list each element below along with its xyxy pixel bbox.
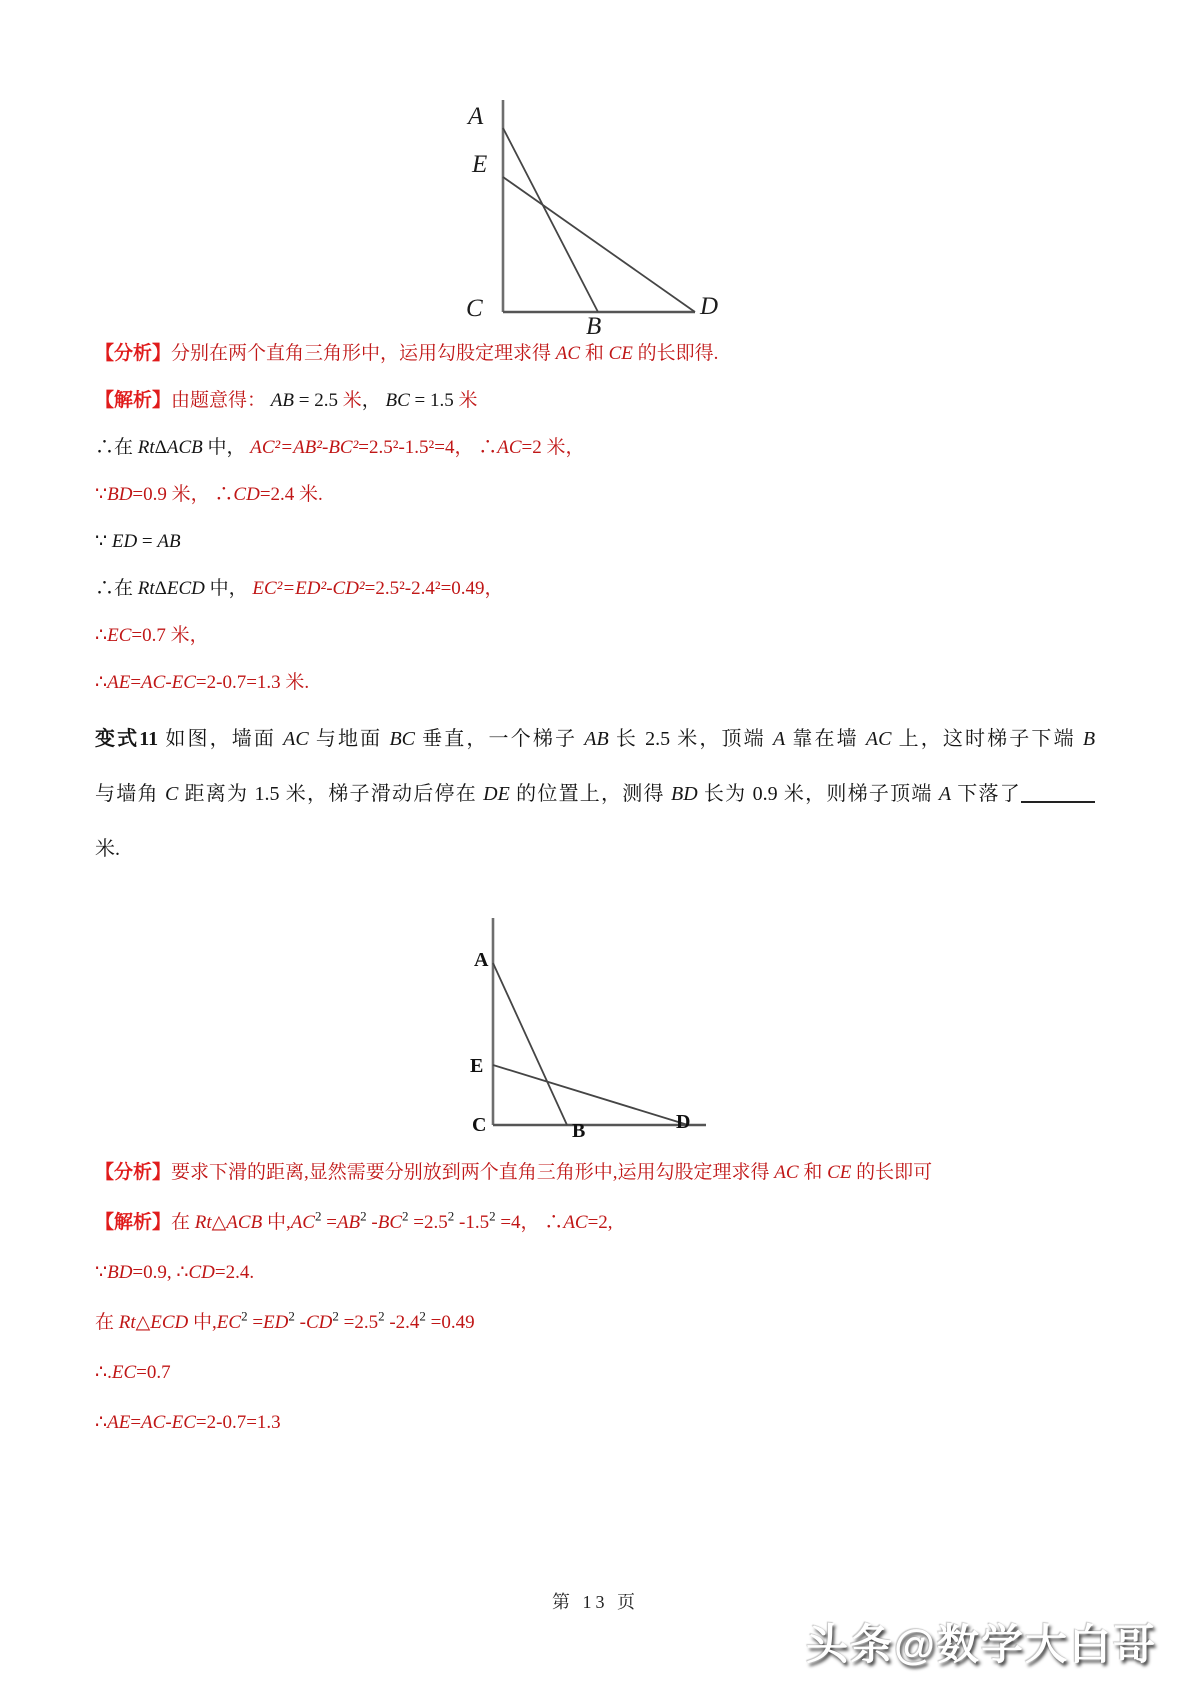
text-segment: AE [107, 672, 131, 693]
text-segment: AC [865, 728, 892, 750]
text-segment: 垂直，一个梯子 [415, 728, 585, 750]
text-segment: AC [290, 1212, 315, 1233]
text-segment: 上，这时梯子下端 [891, 728, 1083, 750]
text-segment: AE [107, 1412, 131, 1433]
text-segment: =2.5²-2.4²=0.49， [364, 578, 504, 599]
text-segment: 的长即得. [632, 343, 719, 364]
text-segment: -1.5 [454, 1212, 490, 1233]
text-segment: AC [141, 1412, 166, 1433]
text-segment: AB [270, 390, 294, 411]
text-segment: ∴ [214, 484, 234, 505]
text-line [95, 612, 1095, 659]
text-segment: A [938, 783, 952, 805]
text-segment: =0.7 [136, 1362, 171, 1383]
figure1-label-b: B [586, 313, 602, 340]
text-segment: = [247, 1312, 264, 1333]
text-segment: =2, [587, 1212, 613, 1233]
text-segment: ∴ [95, 1412, 108, 1433]
ladder-ab-line [503, 128, 598, 312]
text-segment: 2 [360, 1208, 367, 1224]
text-segment: DE [483, 783, 510, 805]
text-segment: ACB [166, 437, 203, 458]
text-segment: = 2.5 [294, 390, 343, 411]
text-segment: Rt [137, 437, 155, 458]
problem-statement-bianshi-11 [95, 712, 1095, 877]
text-segment: =2.5²-1.5²=4， [358, 437, 479, 458]
text-line [95, 330, 1095, 377]
text-segment: =2.4. [214, 1262, 255, 1283]
text-segment: =2.5 [408, 1212, 448, 1233]
text-segment: 与墙角 [95, 783, 165, 805]
text-segment: = [321, 1212, 337, 1233]
text-segment: ECD [166, 578, 205, 599]
text-segment: Rt [118, 1312, 136, 1333]
figure-ladder-diagram-1 [428, 88, 738, 338]
text-line [95, 1298, 1135, 1348]
text-segment: 由题意得： [171, 390, 271, 411]
text-segment: = [137, 531, 158, 552]
text-segment: 2 [314, 1208, 322, 1224]
text-segment: = [130, 1412, 142, 1433]
text-segment: EC [171, 1412, 196, 1433]
figure2-canvas [448, 898, 758, 1148]
text-segment: 中, [188, 1312, 217, 1333]
text-segment: 米 [458, 390, 478, 411]
text-segment: ∴ [544, 1212, 564, 1233]
text-segment: -2.4 [384, 1312, 420, 1333]
text-segment: BC [389, 728, 415, 750]
text-segment: AB [584, 728, 609, 750]
text-segment: 的位置上，测得 [509, 783, 672, 805]
text-segment: 【解析】 [95, 390, 172, 411]
text-segment: 米 [342, 390, 362, 411]
text-segment: BC [377, 1212, 403, 1233]
figure2-label-e: E [470, 1055, 484, 1077]
answer-blank [1021, 781, 1095, 803]
text-segment: BC [385, 390, 410, 411]
text-segment: △ [135, 1312, 151, 1333]
text-segment: ACB [226, 1212, 263, 1233]
text-segment: 如图，墙面 [158, 728, 284, 750]
text-segment: CD [233, 484, 260, 505]
figure1-label-d: D [700, 293, 719, 320]
text-segment: BD [671, 783, 698, 805]
text-segment: CE [827, 1162, 852, 1183]
text-segment: ∵ [95, 531, 112, 552]
text-segment: 【分析】 [95, 343, 172, 364]
text-segment: EC²=ED²-CD² [252, 578, 365, 599]
text-segment: Rt [137, 578, 155, 599]
solution-block-2 [95, 1148, 1135, 1448]
figure1-label-c: C [466, 295, 483, 322]
text-segment: CE [608, 343, 633, 364]
text-segment: 2 [288, 1308, 295, 1324]
text-segment: AC [497, 437, 522, 458]
text-segment: ， [361, 390, 386, 411]
ladder-ed-line [503, 177, 695, 312]
text-segment: 和 [798, 1162, 828, 1183]
text-segment: =2-0.7=1.3 [195, 1412, 281, 1433]
text-segment: 2 [332, 1308, 339, 1324]
text-segment: C [164, 783, 179, 805]
text-segment: Δ [154, 437, 167, 458]
text-segment: ∴ [478, 437, 498, 458]
text-segment: AC [283, 728, 309, 750]
text-segment: 2 [402, 1208, 409, 1224]
text-segment: EC [216, 1312, 242, 1333]
text-segment: =2-0.7=1.3 米. [195, 672, 310, 693]
ladder-ab-line [493, 963, 567, 1125]
text-segment: ∴ [176, 1262, 189, 1283]
figure-ladder-diagram-2 [448, 898, 758, 1148]
text-segment: 2 [489, 1208, 496, 1224]
figure1-label-a: A [468, 103, 484, 130]
text-segment: ∴ [95, 625, 108, 646]
text-segment: EC [111, 1362, 137, 1383]
text-segment: EC [107, 625, 132, 646]
text-line [95, 424, 1095, 471]
text-segment: 距离为 1.5 米，梯子滑动后停在 [178, 783, 484, 805]
text-line [95, 471, 1095, 518]
text-segment: AC [774, 1162, 799, 1183]
text-segment: ED [263, 1312, 289, 1333]
text-segment: ∴. [95, 1362, 112, 1383]
text-segment: ∴在 [95, 437, 138, 458]
text-segment: AB [157, 531, 181, 552]
text-segment: 2 [241, 1308, 248, 1324]
text-segment: BD [107, 1262, 133, 1283]
figure2-label-b: B [572, 1120, 586, 1142]
text-segment: ED [111, 531, 138, 552]
text-segment: =0.49 [425, 1312, 475, 1333]
text-line [95, 822, 1095, 877]
text-segment: AB [336, 1212, 361, 1233]
text-segment: AC²=AB²-BC² [250, 437, 359, 458]
figure2-label-a: A [474, 949, 489, 971]
text-segment: 2 [378, 1308, 385, 1324]
text-segment: 中, [262, 1212, 291, 1233]
text-segment: =4， [495, 1212, 545, 1233]
text-segment: 与地面 [308, 728, 390, 750]
text-segment: - [165, 1412, 172, 1433]
text-segment: AC [141, 672, 166, 693]
text-line [95, 767, 1095, 822]
text-line [95, 377, 1095, 424]
text-segment: = [130, 672, 142, 693]
figure1-label-e: E [472, 151, 488, 178]
text-segment: B [1082, 728, 1096, 750]
solution-block-1 [95, 330, 1095, 706]
text-segment: 和 [580, 343, 609, 364]
text-line [95, 1198, 1135, 1248]
text-segment: =0.9 米， [132, 484, 215, 505]
text-segment: A [772, 728, 786, 750]
text-segment: 【解析】 [95, 1212, 172, 1233]
text-line [95, 1248, 1135, 1298]
ladder-ed-line [493, 1065, 688, 1125]
text-segment: AC [555, 343, 581, 364]
text-segment: 中， [204, 578, 253, 599]
text-segment: CD [305, 1312, 333, 1333]
text-line [95, 1348, 1135, 1398]
text-segment: BD [107, 484, 133, 505]
text-segment: 在 [171, 1212, 195, 1233]
text-segment: △ [211, 1212, 227, 1233]
text-segment: 【分析】 [95, 1162, 172, 1183]
text-segment: =0.9, [132, 1262, 177, 1283]
text-segment: 长 2.5 米，顶端 [608, 728, 773, 750]
text-line [95, 712, 1095, 767]
figure2-label-d: D [676, 1111, 691, 1133]
text-segment: =2.5 [338, 1312, 379, 1333]
text-segment: Rt [194, 1212, 212, 1233]
text-segment: ∴ [95, 672, 108, 693]
text-segment: 下落了 [951, 783, 1022, 805]
text-line [95, 1148, 1135, 1198]
text-segment: 中， [202, 437, 251, 458]
text-segment: CD [188, 1262, 215, 1283]
text-segment: 要求下滑的距离,显然需要分别放到两个直角三角形中,运用勾股定理求得 [171, 1162, 775, 1183]
text-segment: 分别在两个直角三角形中，运用勾股定理求得 [171, 343, 556, 364]
text-line [95, 565, 1095, 612]
figure2-label-c: C [472, 1114, 487, 1136]
text-segment: =2 米， [521, 437, 585, 458]
watermark: 头条@数学大白哥 [806, 1621, 1157, 1668]
text-segment: = 1.5 [409, 390, 459, 411]
text-segment: 2 [419, 1308, 426, 1324]
text-segment: 2 [447, 1208, 455, 1224]
text-segment: 长为 0.9 米，则梯子顶端 [697, 783, 939, 805]
text-segment: ECD [150, 1312, 189, 1333]
text-segment: EC [171, 672, 196, 693]
text-segment: 在 [95, 1312, 119, 1333]
text-segment: Δ [154, 578, 167, 599]
text-segment: 靠在墙 [785, 728, 866, 750]
page-number: 第 13 页 [552, 1592, 639, 1612]
text-segment: ∵ [95, 1262, 108, 1283]
text-line [95, 1398, 1135, 1448]
text-segment: 米. [95, 838, 120, 860]
text-segment: =2.4 米. [259, 484, 323, 505]
text-segment: ∴在 [95, 578, 138, 599]
text-segment: - [165, 672, 172, 693]
text-segment: - [294, 1312, 306, 1333]
text-segment: ∵ [95, 484, 108, 505]
text-line [95, 659, 1095, 706]
text-segment: =0.7 米， [131, 625, 209, 646]
text-line [95, 518, 1095, 565]
text-segment: 变式11 [95, 728, 159, 750]
text-segment: 的长即可 [851, 1162, 933, 1183]
text-segment: - [366, 1212, 378, 1233]
text-segment: AC [563, 1212, 588, 1233]
